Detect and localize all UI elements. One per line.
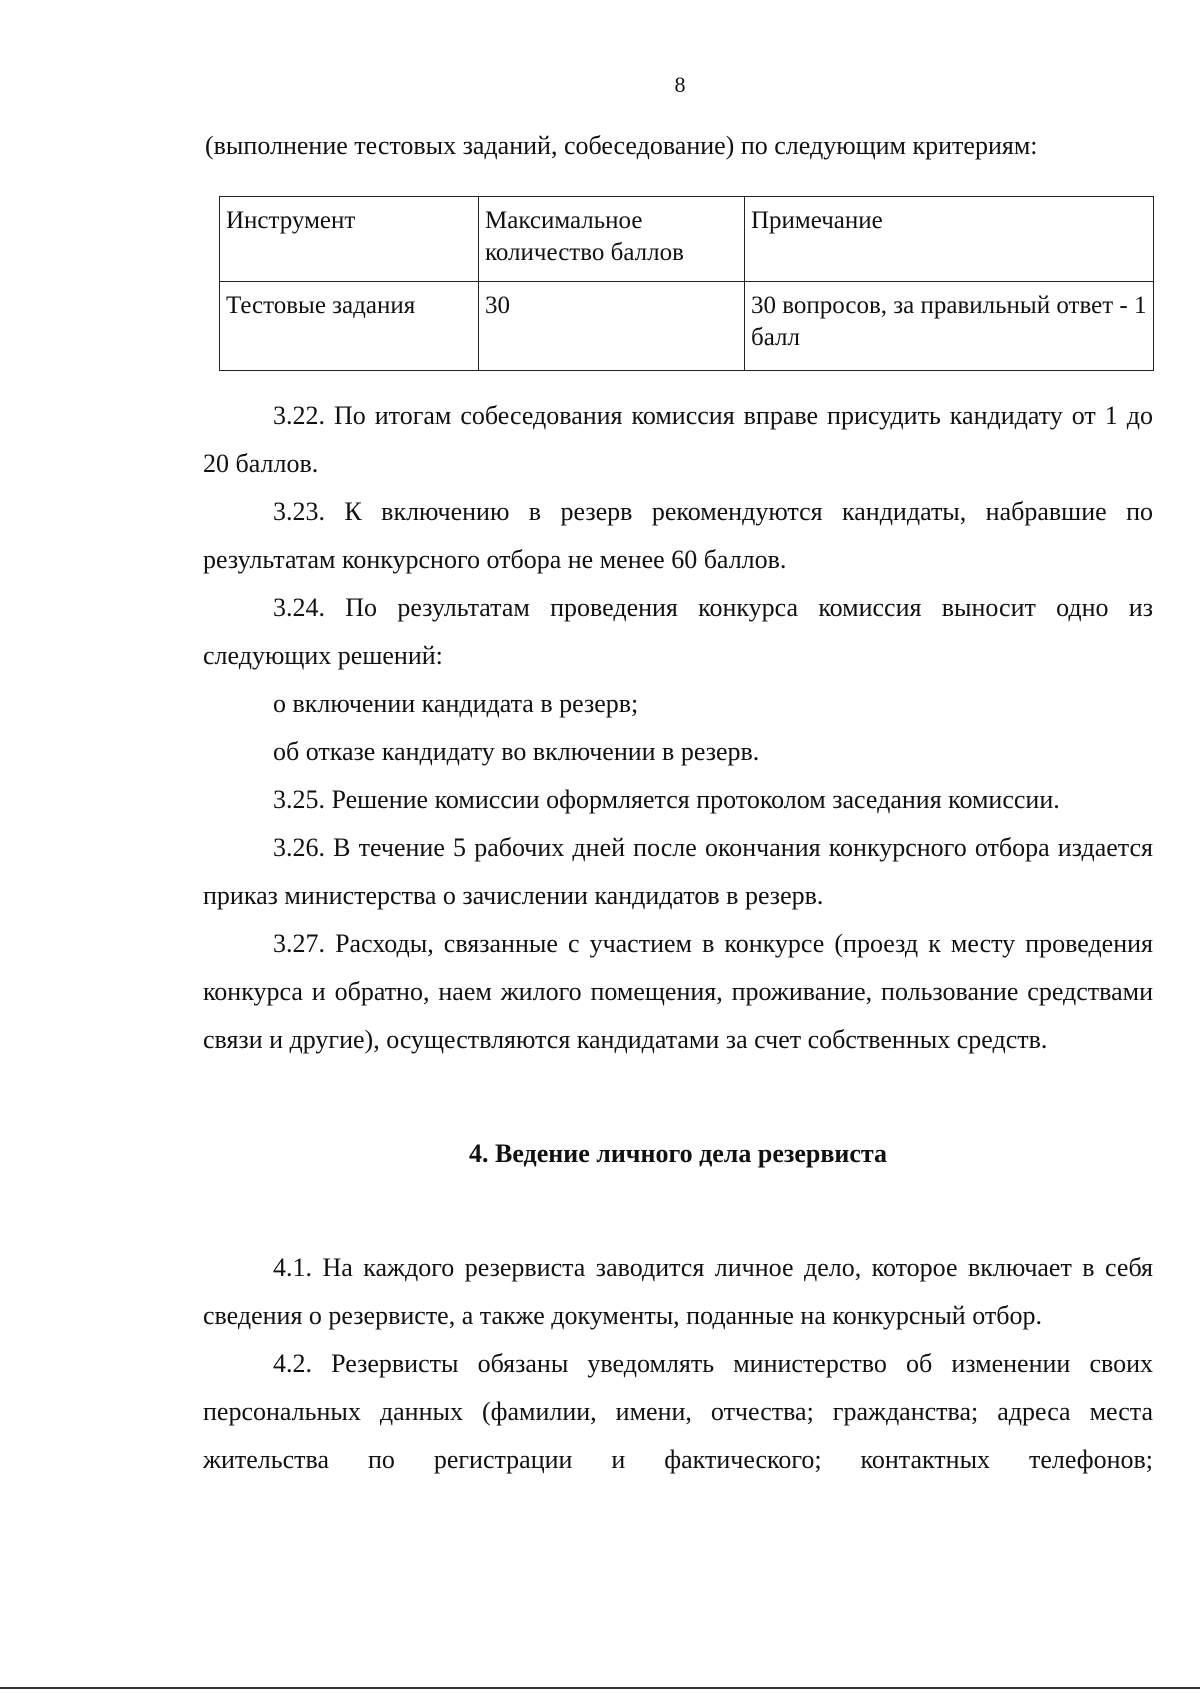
page-bottom-rule xyxy=(0,1687,1200,1689)
table-header-cell: Максимальное количество баллов xyxy=(479,197,745,282)
paragraph-3-24-option-1: о включении кандидата в резерв; xyxy=(273,689,639,718)
table-cell: 30 xyxy=(479,282,745,371)
paragraph-3-27: 3.27. Расходы, связанные с участием в конкурсе (проезд к месту проведения конкурса и обратно, наем жилого помещения, проживание, пользование средствами связи и другие), осуществляются кандидатами за счет собственных средств. xyxy=(203,929,1153,1054)
paragraph-3-22: 3.22. По итогам собеседования комиссия вправе присудить кандидату от 1 до 20 баллов. xyxy=(203,401,1153,478)
paragraph-3-23: 3.23. К включению в резерв рекомендуются кандидаты, набравшие по результатам конкурсного отбора не менее 60 баллов. xyxy=(203,497,1153,574)
section-heading: 4. Ведение личного дела резервиста xyxy=(469,1139,887,1168)
table-cell: 30 вопросов, за правильный ответ - 1 балл xyxy=(745,282,1154,371)
paragraph-3-24-option-2: об отказе кандидату во включении в резерв. xyxy=(273,737,760,766)
paragraph-3-24: 3.24. По результатам проведения конкурса комиссия выносит одно из следующих решений: xyxy=(203,593,1153,670)
table-cell: Тестовые задания xyxy=(220,282,479,371)
table-header-cell: Примечание xyxy=(745,197,1154,282)
table-header-cell: Инструмент xyxy=(220,197,479,282)
paragraph-3-26: 3.26. В течение 5 рабочих дней после окончания конкурсного отбора издается приказ министерства о зачислении кандидатов в резерв. xyxy=(203,833,1153,910)
paragraph-4-2: 4.2. Резервисты обязаны уведомлять министерство об изменении своих персональных данных (фамилии, имени, отчества; гражданства; адреса места жительства по регистрации и фактического; контактных телефонов; xyxy=(203,1349,1153,1474)
criteria-table xyxy=(219,196,1154,371)
paragraph-4-1: 4.1. На каждого резервиста заводится личное дело, которое включает в себя сведения о резервисте, а также документы, поданные на конкурсный отбор. xyxy=(203,1253,1153,1330)
table-header-row xyxy=(220,197,1154,282)
document-body xyxy=(203,392,1153,1484)
intro-line: (выполнение тестовых заданий, собеседование) по следующим критериям: xyxy=(205,131,1038,160)
page-number: 8 xyxy=(674,72,686,97)
table-row xyxy=(220,282,1154,371)
paragraph-3-25: 3.25. Решение комиссии оформляется протоколом заседания комиссии. xyxy=(273,785,1060,814)
